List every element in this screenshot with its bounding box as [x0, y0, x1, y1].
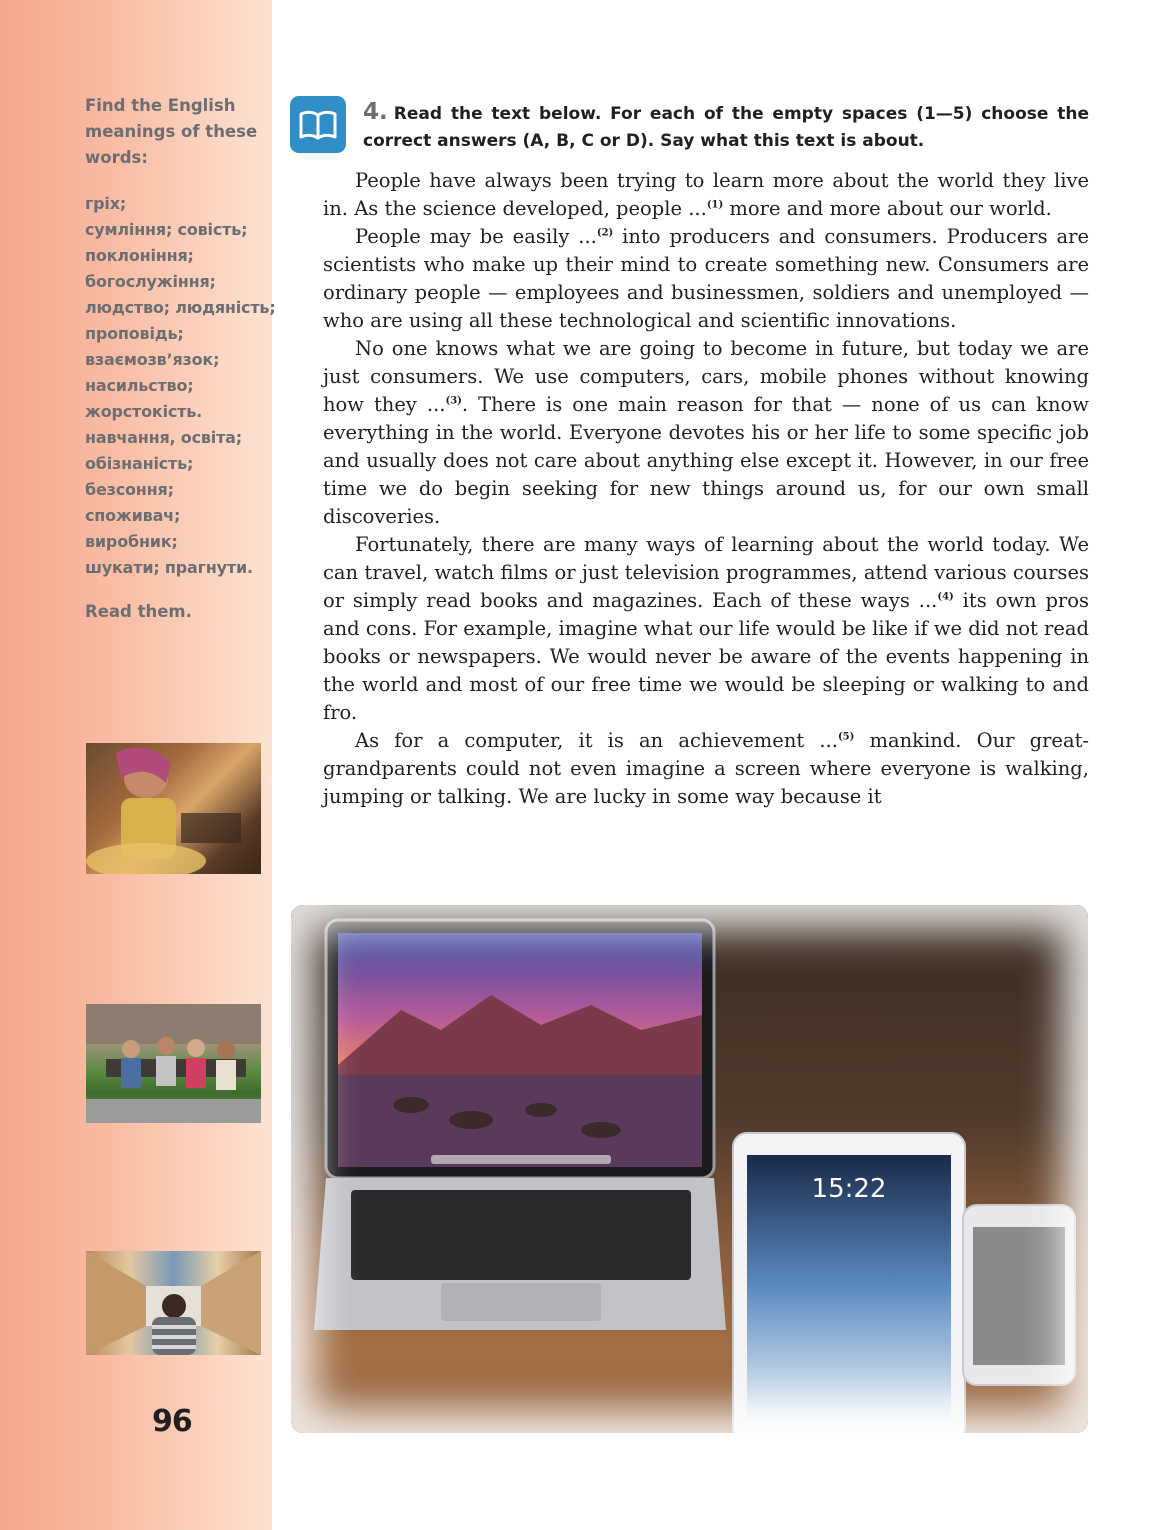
- vocab-item: сумління; совість;: [85, 220, 248, 239]
- paragraph-text: mankind. Our great-grandparents could not even imagine a screen where everyone is walking, jumping or talking. We are lucky in some way because it: [323, 729, 1089, 808]
- gap-marker: (2): [596, 227, 614, 239]
- task-instruction-text: Read the text below. For each of the empty spaces (1—5) choose the correct answers (A, B, C or D). Say what this text is about.: [363, 104, 1089, 151]
- vocab-item: шукати; прагнути.: [85, 558, 253, 577]
- devices-photo: [291, 905, 1088, 1433]
- vocab-item: поклоніння;: [85, 246, 194, 265]
- vocab-item: безсоння;: [85, 480, 174, 499]
- vocabulary-heading: Find the English meanings of these words:: [85, 96, 258, 167]
- laptop-screen-frame: [326, 920, 714, 1178]
- gap-marker: (1): [706, 199, 724, 211]
- vocab-item: обізнаність;: [85, 454, 194, 473]
- paragraph-text: As for a computer, it is an achievement ...: [355, 729, 838, 752]
- vocabulary-list: [85, 191, 276, 581]
- vocab-item: виробник;: [85, 532, 178, 551]
- task-instruction: [363, 99, 1089, 155]
- paragraph: [323, 727, 1089, 811]
- paragraph-text: No one knows what we are going to become in future, but today we are just consumers. We use computers, cars, mobile phones without knowing how they ...: [323, 337, 1089, 416]
- paragraph-text: its own pros and cons. For example, imagine what our life would be like if we did not read books or newspapers. We would never be aware of the events happening in the world and most of our free time we would be sleeping or walking to and fro.: [323, 589, 1089, 724]
- phone: [963, 1205, 1075, 1385]
- paragraph: [323, 335, 1089, 531]
- paragraph-text: more and more about our world.: [723, 197, 1052, 220]
- vocab-item: гріх;: [85, 194, 127, 213]
- paragraph-text: . There is one main reason for that — none of us can know everything in the world. Everyone devotes his or her life to some specific job and usually does not care about anything else except it. However, in our free time we do begin seeking for new things around us, for our own small discoveries.: [323, 393, 1089, 528]
- vocab-item: людство; людяність;: [85, 298, 276, 317]
- vocab-item: жорстокість.: [85, 402, 203, 421]
- book-icon: [290, 96, 346, 153]
- paragraph: [323, 167, 1089, 223]
- vocab-item: проповідь;: [85, 324, 184, 343]
- vocabulary-box: [85, 93, 276, 625]
- laptop-wallpaper: [338, 933, 702, 1167]
- gap-marker: (4): [937, 591, 954, 603]
- paragraph-text: into producers and consumers. Producers are scientists who make up their mind to create something new. Consumers are ordinary people — employees and businessmen, soldiers and unemployed — who are using all these technological and scientific innovations.: [323, 225, 1089, 332]
- vocab-item: насильство;: [85, 376, 194, 395]
- tablet-clock: 15:22: [811, 1174, 887, 1204]
- vocab-item: богослужіння;: [85, 272, 216, 291]
- paragraph-text: People may be easily ...: [355, 225, 597, 248]
- gap-marker: (3): [445, 395, 462, 407]
- thumbnail-teens-on-bench: [86, 1004, 261, 1123]
- gap-marker: (5): [837, 731, 855, 743]
- paragraph-text: People have always been trying to learn more about the world they live in. As the science developed, people ...: [323, 169, 1089, 220]
- page-number: 96: [152, 1404, 192, 1439]
- task-number: 4.: [363, 99, 388, 125]
- vocab-item: навчання, освіта;: [85, 428, 242, 447]
- vocabulary-footer: Read them.: [85, 602, 192, 621]
- paragraph: [323, 223, 1089, 335]
- tablet: [733, 1133, 965, 1433]
- reading-text: [323, 167, 1089, 811]
- thumbnail-child-reading: [86, 743, 261, 874]
- paragraph-text: Fortunately, there are many ways of learning about the world today. We can travel, watch films or just television programmes, attend various courses or simply read books and magazines. Each of these ways ...: [323, 533, 1089, 612]
- sidebar: [0, 0, 276, 1530]
- paragraph: [323, 531, 1089, 727]
- vocab-item: взаємозв’язок;: [85, 350, 220, 369]
- thumbnail-supermarket: [86, 1251, 261, 1355]
- vocab-item: споживач;: [85, 506, 181, 525]
